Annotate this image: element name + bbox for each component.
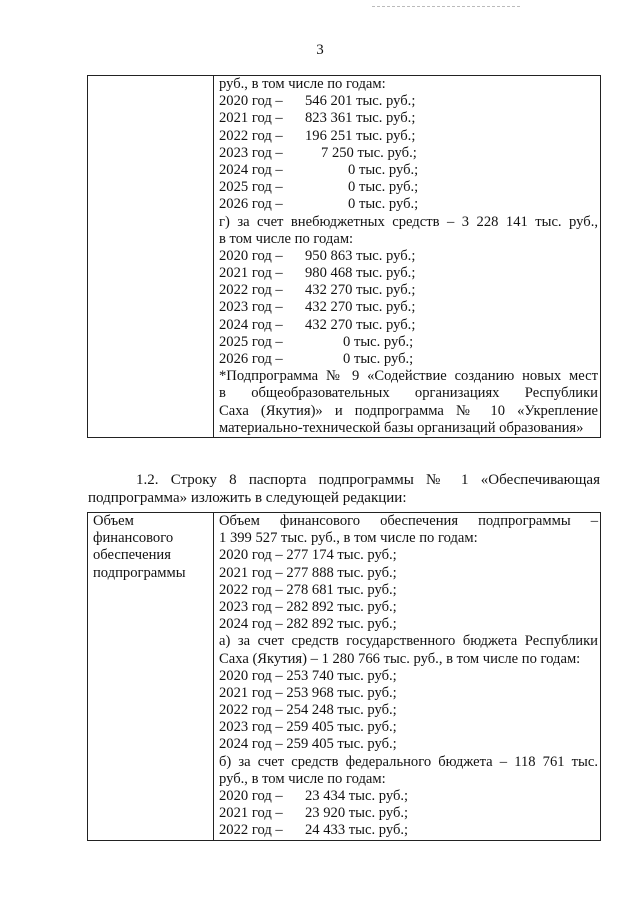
year-label: 2023 год –: [219, 144, 283, 161]
year-amount: 23 920 тыс. руб.;: [305, 805, 409, 822]
year-row: [219, 299, 598, 316]
year-label: 2021 год –: [219, 110, 283, 127]
label-line: Объем: [93, 513, 134, 529]
text-line: б) за счет средств федерального бюджета – 118 761 тыс.: [219, 753, 598, 770]
table-label-cell: [88, 76, 214, 438]
year-amount: 432 270 тыс. руб.;: [305, 282, 416, 299]
year-row: [219, 145, 598, 162]
year-row: 2024 год – 282 892 тыс. руб.;: [219, 616, 397, 633]
year-list: [219, 248, 598, 368]
table-content-cell: [214, 513, 601, 841]
amendment-paragraph: [88, 472, 600, 507]
text-line: руб., в том числе по годам:: [219, 770, 386, 787]
year-row: [219, 110, 598, 127]
year-row: [219, 265, 598, 282]
text-line: а) за счет средств государственного бюджета Республики: [219, 633, 598, 650]
year-row: 2024 год – 259 405 тыс. руб.;: [219, 736, 397, 753]
year-amount: 0 тыс. руб.;: [343, 333, 414, 350]
year-row: [219, 822, 598, 839]
year-row: 2023 год – 282 892 тыс. руб.;: [219, 598, 397, 615]
year-label: 2022 год –: [219, 127, 283, 144]
year-amount: 980 468 тыс. руб.;: [305, 265, 416, 282]
year-amount: 432 270 тыс. руб.;: [305, 299, 416, 316]
year-label: 2022 год –: [219, 282, 283, 299]
year-amount: 432 270 тыс. руб.;: [305, 316, 416, 333]
year-amount: 7 250 тыс. руб.;: [321, 144, 417, 161]
text-line: в том числе по годам:: [219, 230, 354, 247]
year-row: 2022 год – 278 681 тыс. руб.;: [219, 581, 397, 598]
year-row: 2023 год – 259 405 тыс. руб.;: [219, 719, 397, 736]
note-line: Саха (Якутия)» и подпрограмма № 10 «Укрепление: [219, 402, 598, 419]
year-amount: 950 863 тыс. руб.;: [305, 247, 416, 264]
year-label: 2024 год –: [219, 316, 283, 333]
year-amount: 546 201 тыс. руб.;: [305, 93, 416, 110]
text-line: г) за счет внебюджетных средств – 3 228 141 тыс. руб.,: [219, 213, 598, 230]
year-label: 2020 год –: [219, 247, 283, 264]
text-line: Саха (Якутия) – 1 280 766 тыс. руб., в том числе по годам:: [219, 650, 581, 667]
year-row: [219, 351, 598, 368]
year-row: [219, 179, 598, 196]
year-amount: 0 тыс. руб.;: [348, 161, 419, 178]
year-list: [219, 788, 598, 840]
note-line: *Подпрограмма № 9 «Содействие созданию новых мест: [219, 368, 598, 385]
text-line: руб., в том числе по годам:: [219, 76, 386, 92]
year-label: 2025 год –: [219, 179, 283, 196]
year-amount: 0 тыс. руб.;: [348, 179, 419, 196]
year-list: [219, 547, 598, 633]
year-label: 2021 год –: [219, 805, 283, 822]
year-label: 2021 год –: [219, 265, 283, 282]
year-label: 2026 год –: [219, 196, 283, 213]
table-label-cell: [88, 513, 214, 841]
year-row: [219, 788, 598, 805]
label-line: финансового: [93, 530, 174, 547]
year-row: [219, 128, 598, 145]
year-label: 2025 год –: [219, 333, 283, 350]
text-line: Объем финансового обеспечения подпрограммы –: [219, 513, 598, 529]
year-row: [219, 248, 598, 265]
year-row: [219, 196, 598, 213]
year-amount: 196 251 тыс. руб.;: [305, 127, 416, 144]
year-row: [219, 805, 598, 822]
funding-table-continued: [87, 75, 601, 438]
scan-artifact: [372, 6, 520, 8]
paragraph-line: подпрограмма» изложить в следующей редакции:: [88, 489, 407, 506]
year-amount: 823 361 тыс. руб.;: [305, 110, 416, 127]
year-label: 2020 год –: [219, 93, 283, 110]
year-amount: 0 тыс. руб.;: [343, 351, 414, 367]
note-line: материально-технической базы организаций образования»: [219, 419, 584, 436]
funding-table: [87, 512, 601, 841]
year-label: 2026 год –: [219, 351, 283, 367]
year-list: [219, 93, 598, 213]
year-row: 2020 год – 277 174 тыс. руб.;: [219, 547, 397, 564]
table-content-cell: [214, 76, 601, 438]
year-amount: 24 433 тыс. руб.;: [305, 822, 409, 839]
text-line: 1 399 527 тыс. руб., в том числе по годам:: [219, 530, 478, 547]
year-row: 2020 год – 253 740 тыс. руб.;: [219, 667, 397, 684]
year-label: 2020 год –: [219, 788, 283, 804]
year-amount: 23 434 тыс. руб.;: [305, 788, 409, 804]
year-label: 2024 год –: [219, 161, 283, 178]
year-label: 2023 год –: [219, 299, 283, 316]
year-row: [219, 334, 598, 351]
label-line: обеспечения: [93, 547, 171, 564]
year-row: [219, 162, 598, 179]
year-label: 2022 год –: [219, 822, 283, 839]
label-line: подпрограммы: [93, 564, 186, 581]
year-row: 2022 год – 254 248 тыс. руб.;: [219, 702, 397, 719]
note-line: в общеобразовательных организациях Республики: [219, 385, 598, 402]
year-row: 2021 год – 253 968 тыс. руб.;: [219, 684, 397, 701]
year-list: [219, 668, 598, 754]
page-number: 3: [316, 42, 324, 58]
year-row: [219, 93, 598, 110]
paragraph-line: 1.2. Строку 8 паспорта подпрограммы № 1 «Обеспечивающая: [136, 472, 600, 488]
year-row: 2021 год – 277 888 тыс. руб.;: [219, 564, 397, 581]
year-row: [219, 317, 598, 334]
year-row: [219, 282, 598, 299]
year-amount: 0 тыс. руб.;: [348, 196, 419, 213]
